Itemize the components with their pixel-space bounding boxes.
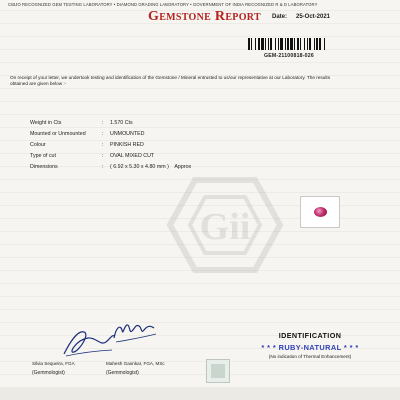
detail-row-colour xyxy=(30,142,290,152)
detail-value: UNMOUNTED xyxy=(110,131,145,137)
barcode-bar xyxy=(265,38,266,50)
detail-row-cut xyxy=(30,153,290,163)
barcode-bar xyxy=(280,38,283,50)
barcode-bar xyxy=(290,38,293,50)
detail-row-weight xyxy=(30,120,290,130)
signatory-2-name: Mahesh Gaonkar, FGA, MSc xyxy=(106,361,165,366)
barcode-bar xyxy=(261,38,264,50)
hologram-inner xyxy=(211,364,225,378)
barcode-bar xyxy=(268,38,269,50)
detail-suffix: Approx xyxy=(174,164,192,170)
barcode-bar xyxy=(324,38,325,50)
identification-result: * * * RUBY-NATURAL * * * xyxy=(261,343,359,352)
barcode-bar xyxy=(251,38,252,50)
detail-row-dimensions xyxy=(30,164,290,174)
barcode-bar xyxy=(248,38,250,50)
barcode-bar xyxy=(287,38,289,50)
intro-text: On receipt of your letter, we undertook testing and identification of the Gemstone / Mineral entrusted to us/our representative at our Laboratory. The results obtained are given below :- xyxy=(10,75,331,87)
detail-label: Weight in Cts xyxy=(30,120,62,126)
detail-colon: : xyxy=(102,131,104,137)
accreditation-line: CIBJO RECOGNIZED GEM TESTING LABORATORY • DIAMOND GRADING LABORATORY • GOVERNMENT OF INDIA RECOGNIZED R & D LABORATORY xyxy=(8,2,318,7)
barcode-bar xyxy=(278,38,279,50)
barcode-bar xyxy=(297,38,299,50)
report-title: Gemstone Report xyxy=(148,9,261,24)
gemstone-image xyxy=(314,207,327,217)
barcode-bar xyxy=(285,38,286,50)
footer-band xyxy=(0,388,400,400)
detail-value: 1.570 Cts xyxy=(110,120,133,126)
hologram-seal xyxy=(206,359,230,383)
identification-note: (No indication of Thermal Enhancement) xyxy=(268,354,352,359)
date-label: Date: xyxy=(272,14,288,20)
detail-colon: : xyxy=(102,142,104,148)
identification-heading: IDENTIFICATION xyxy=(278,331,342,340)
detail-label: Colour xyxy=(30,142,46,148)
barcode-bar xyxy=(300,38,301,50)
barcode-bar xyxy=(275,38,276,50)
report-number: GEM-21100818-026 xyxy=(264,53,314,59)
detail-row-mounting xyxy=(30,131,290,141)
barcode-bar xyxy=(270,38,272,50)
barcode-bar xyxy=(258,38,260,50)
signatory-1-role: (Gemmologist) xyxy=(32,370,65,376)
date-value: 25-Oct-2021 xyxy=(296,14,331,20)
detail-colon: : xyxy=(102,153,104,159)
barcode-bar xyxy=(294,38,295,50)
detail-value: OVAL MIXED CUT xyxy=(110,153,155,159)
watermark-text: Gii xyxy=(199,206,251,248)
gemstone-photo xyxy=(300,196,340,228)
detail-value-group xyxy=(110,164,191,170)
signatory-2-role: (Gemmologist) xyxy=(106,370,139,376)
signature-2 xyxy=(108,316,160,356)
detail-value: ( 6.92 x 5.30 x 4.80 mm ) xyxy=(110,164,169,170)
barcode-bar xyxy=(316,38,318,50)
barcode-bar xyxy=(307,38,308,50)
barcode-bar xyxy=(255,38,256,50)
barcode-bar xyxy=(309,38,311,50)
barcode-bar xyxy=(304,38,305,50)
barcode-bar xyxy=(319,38,321,50)
watermark-logo xyxy=(150,165,300,285)
detail-label: Type of cut xyxy=(30,153,56,159)
detail-label: Dimensions xyxy=(30,164,58,170)
barcode xyxy=(247,38,354,50)
detail-colon: : xyxy=(102,164,104,170)
detail-label: Mounted or Unmounted xyxy=(30,131,86,137)
signatory-1-name: Silvia Sequeira, FGA xyxy=(32,361,75,366)
detail-value: PINKISH RED xyxy=(110,142,144,148)
barcode-bar xyxy=(314,38,315,50)
detail-colon: : xyxy=(102,120,104,126)
